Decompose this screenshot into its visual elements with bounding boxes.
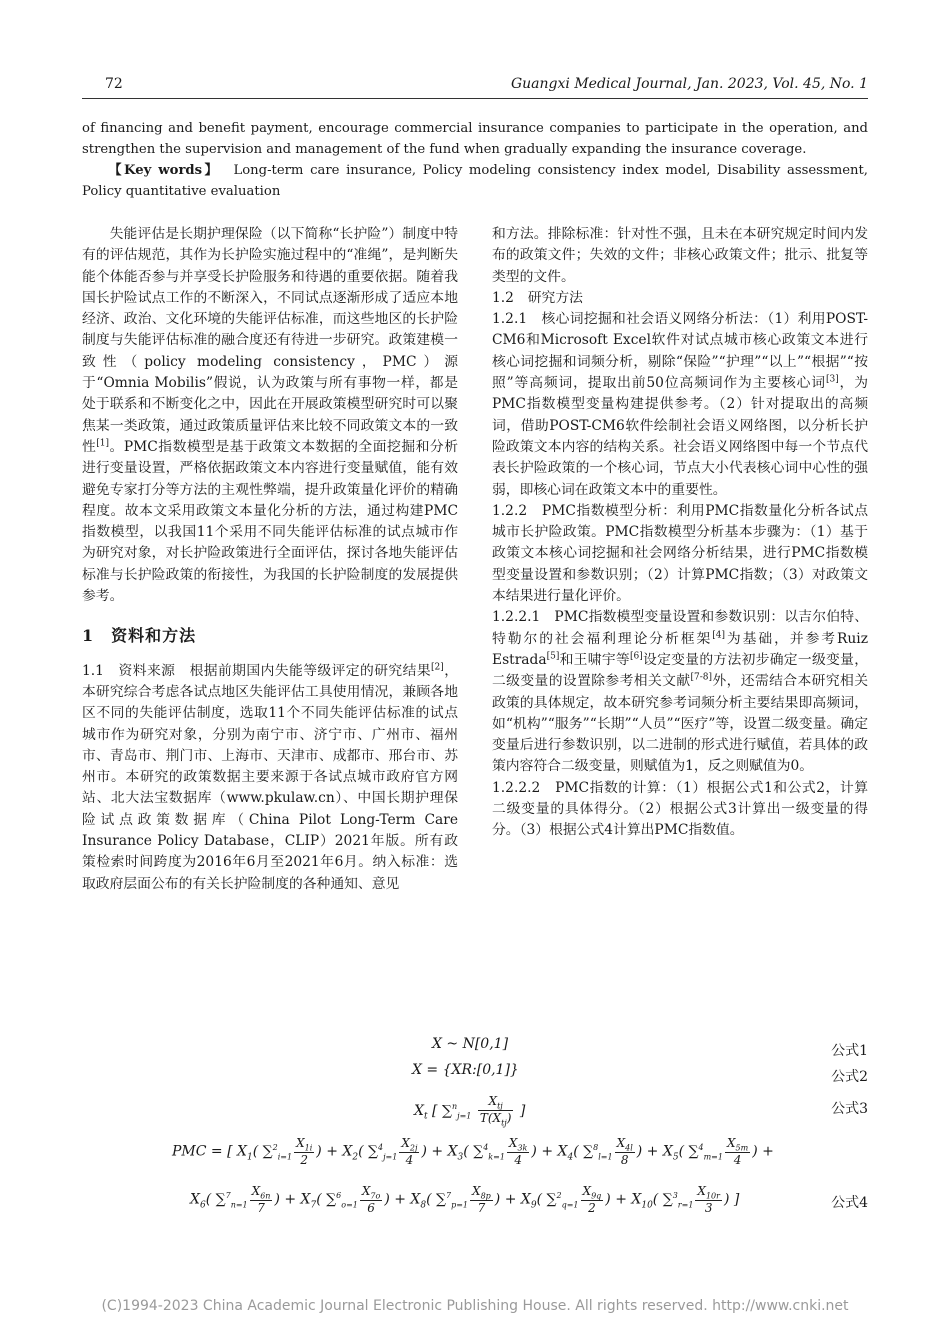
formula-1-label: 公式1 bbox=[831, 1043, 868, 1059]
formula-2-label: 公式2 bbox=[831, 1069, 868, 1085]
ref-3: [3] bbox=[825, 374, 839, 385]
s11-text-b: ，本研究综合考虑各试点地区失能评估工具使用情况，兼顾各地区不同的失能评估制度，选取11个不同失能评估标准的试点城市作为研究对象，分别为南宁市、济宁市、广州市、福州市、青岛市、荆门市、上海市、天津市、成都市、邢台市、苏州市。本研究的政策数据主要来源于各试点城市政府官方网站、北大法宝数据库（www.pkulaw.cn）、中国长期护理保险试点政策数据库（China Pilot Long-Term Care Insurance Policy Database，CLIP）2021年版。所有政策检索时间跨度为2016年6月至2021年6月。纳入标准：选取政府层面公布的有关长护险制度的各种通知、意见 bbox=[82, 662, 459, 892]
s11-text-a: 1.1 资料来源 根据前期国内失能等级评定的研究结果 bbox=[82, 662, 432, 679]
s1221-text-a: 1.2.2.1 PMC指数模型变量设置和参数识别：以吉尔伯特、特勒尔的社会福利理论分析框架 bbox=[492, 609, 868, 647]
intro-paragraph bbox=[82, 224, 458, 607]
formula-4-line-1 bbox=[82, 1130, 868, 1178]
s1221-text-c: 和王啸宇等 bbox=[559, 651, 630, 668]
s121-text-a: 1.2.1 核心词挖掘和社会语义网络分析法：（1）利用POST-CM6和Microsoft Excel软件对试点城市核心政策文本进行核心词挖掘和词频分析，剔除“保险”“护理”“以上”“根据”“按照”等高频词，提取出前50位高频词作为主要核心词 bbox=[492, 311, 868, 392]
ref-7-8: [7-8] bbox=[690, 672, 713, 683]
ref-4: [4] bbox=[712, 630, 725, 641]
section-1-2-2: 1.2.2 PMC指数模型分析：利用PMC指数量化分析各试点城市长护险政策。PMC指数模型分析基本步骤为：（1）基于政策文本核心词挖掘和社会网络分析结果，进行PMC指数模型变量设置和参数识别；（2）计算PMC指数；（3）对政策文本结果进行量化评价。 bbox=[492, 502, 868, 605]
s121-text-b: ，为PMC指数模型变量构建提供参考。（2）针对提取出的高频词，借助POST-CM6软件绘制社会语义网络图，以分析长护险政策文本内容的结构关系。社会语义网络图中每一个节点代表长护险政策的一个核心词，节点大小代表核心词中心性的强弱，即核心词在政策文本中的重要性。 bbox=[492, 375, 869, 498]
formula-1 bbox=[82, 1036, 868, 1062]
s1221-text-e: 外，还需结合本研究相关政策的具体规定，故本研究参考词频分析主要结果即高频词，如“机构”“服务”“长期”“人员”“医疗”等，设置二级变量。确定变量后进行参数识别，以二进制的形式进行赋值，若具体的政策内容符合二级变量，则赋值为1，反之则赋值为0。 bbox=[492, 673, 869, 775]
keywords-label: 【Key words】 bbox=[108, 163, 221, 178]
section-1-2-2-1 bbox=[492, 607, 868, 777]
formula-4-label: 公式4 bbox=[831, 1195, 868, 1211]
copyright-footer: (C)1994-2023 China Academic Journal Electronic Publishing House. All rights reserved. http://www.cnki.net bbox=[101, 1298, 849, 1314]
formula-2-expr: X = {XR:[0,1]} bbox=[412, 1062, 519, 1078]
ref-5: [5] bbox=[546, 651, 560, 662]
header-rule bbox=[82, 98, 868, 99]
formula-4-expr-a: PMC = [ $X_1$( ∑$^2_{i=1}$ $\frac{X_{1i}}{2}$ ) + $X_2$( ∑$^4_{j=1}$ $\frac{X_{2j}}{4}$ ) + $X_3$( ∑$^4_{k=1}$ $\frac{X_{3k}}{4}$ ) + $X_4$( ∑$^8_{l=1}$ $\frac{X_{4l}}{8}$ ) + $X_5$( ∑$^4_{m=1}$ $\frac{X_{5m}}{4}$ ) + bbox=[172, 1136, 774, 1168]
formula-1-expr: X ~ N[0,1] bbox=[432, 1036, 509, 1052]
section-1-2-2-2: 1.2.2.2 PMC指数的计算：（1）根据公式1和公式2，计算二级变量的具体得分。（2）根据公式3计算出一级变量的得分。（3）根据公式4计算出PMC指数值。 bbox=[492, 779, 868, 839]
page-number: 72 bbox=[105, 76, 123, 92]
s1221-text-b: 为基础，并参考Ruiz Estrada bbox=[492, 630, 868, 668]
abstract-tail bbox=[82, 118, 868, 202]
formula-block bbox=[82, 1036, 868, 1226]
section-1-2: 1.2 研究方法 bbox=[492, 289, 583, 306]
right-column bbox=[492, 224, 868, 842]
abstract-text: of financing and benefit payment, encourage commercial insurance companies to participate in the operation, and strengthen the supervision and management of the fund when gradually expanding the insurance coverage. bbox=[82, 121, 868, 157]
ref-6: [6] bbox=[630, 651, 643, 662]
section-1-1 bbox=[82, 661, 458, 895]
intro-text-a: 失能评估是长期护理保险（以下简称“长护险”）制度中特有的评估规范，其作为长护险实施过程中的“准绳”，是判断失能个体能否参与并享受长护险服务和待遇的重要依据。随着我国长护险试点工作的不断深入，不同试点逐渐形成了适应本地经济、政治、文化环境的失能评估标准，而这些地区的长护险制度与失能评估标准的融合度还有待进一步研究。政策建模一致性（policy modeling consistency，PMC）源于“Omnia Mobilis”假说，认为政策与所有事物一样，都是处于联系和不断变化之中，因此在开展政策模型研究时可以聚焦某一类政策，通过政策质量评估来比较不同政策文本的一致性 bbox=[82, 226, 458, 455]
formula-3 bbox=[82, 1088, 868, 1130]
formula-2 bbox=[82, 1062, 868, 1088]
formula-4-expr-b: $X_6$( ∑$^7_{n=1}$ $\frac{X_{6n}}{7}$ ) + $X_7$( ∑$^6_{o=1}$ $\frac{X_{7o}}{6}$ ) + $X_8$( ∑$^7_{p=1}$ $\frac{X_{8p}}{7}$ ) + $X_9$( ∑$^2_{q=1}$ $\frac{X_{9q}}{2}$ ) + $X_{10}$( ∑$^3_{r=1}$ $\frac{X_{10r}}{3}$ ) ] bbox=[190, 1184, 740, 1216]
s1221-text-d: 设定变量的方法初步确定一级变量，二级变量的设置除参考相关文献 bbox=[492, 651, 868, 690]
formula-3-label: 公式3 bbox=[831, 1101, 868, 1117]
ref-1: [1] bbox=[96, 438, 110, 449]
intro-text-b: 。PMC指数模型是基于政策文本数据的全面挖掘和分析进行变量设置，严格依据政策文本内容进行变量赋值，能有效避免专家打分等方法的主观性弊端，提升政策量化评价的精确程度。故本文采用政策文本量化分析的方法，通过构建PMC指数模型，以我国11个采用不同失能评估标准的试点城市作为研究对象，对长护险政策进行全面评估，探讨各地失能评估标准与长护险政策的衔接性，为我国的长护险制度的发展提供参考。 bbox=[82, 438, 458, 605]
formula-4-line-2 bbox=[82, 1178, 868, 1226]
ref-2: [2] bbox=[431, 662, 444, 673]
section-1-2-1 bbox=[492, 309, 868, 501]
left-column bbox=[82, 224, 458, 895]
formula-3-expr: $X_t$ [ ∑$^n_{j=1}$ $\frac{X_{tj}}{T(X_{tj})}$ ] bbox=[414, 1094, 526, 1128]
journal-header: Guangxi Medical Journal, Jan. 2023, Vol. 45, No. 1 bbox=[510, 76, 868, 92]
section-title: 1 资料和方法 bbox=[82, 626, 197, 646]
keywords-text: Long-term care insurance, Policy modeling consistency index model, Disability assessment, Policy quantitative evaluation bbox=[82, 163, 869, 199]
keywords bbox=[82, 160, 868, 202]
inclusion-continued: 和方法。排除标准：针对性不强，且未在本研究规定时间内发布的政策文件；失效的文件；非核心政策文件；批示、批复等类型的文件。 bbox=[492, 226, 868, 285]
